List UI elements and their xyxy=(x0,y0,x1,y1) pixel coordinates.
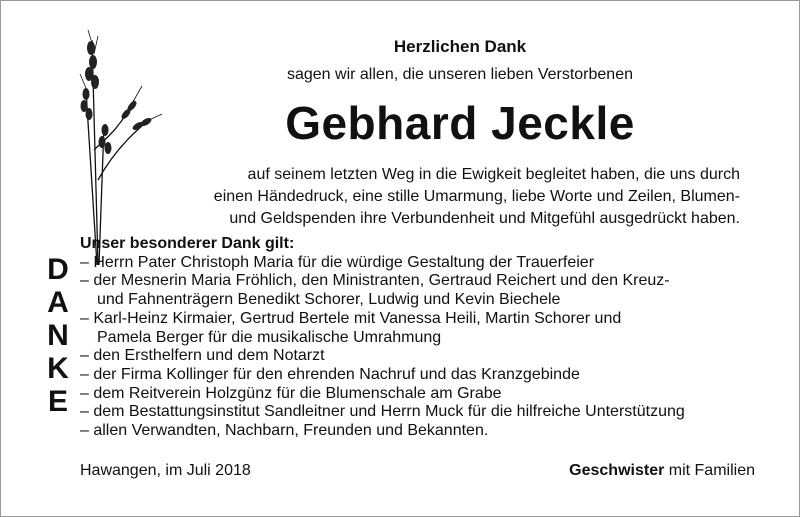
intro-text: sagen wir allen, die unseren lieben Verstorbenen xyxy=(286,66,633,83)
danke-letter: A xyxy=(47,286,69,319)
paragraph-line: auf seinem letzten Weg in die Ewigkeit begleitet haben, die uns durch xyxy=(247,166,740,183)
thanks-item-continued: und Fahnenträgern Benedikt Schorer, Ludwig und Kevin Biechele xyxy=(97,291,561,309)
thanks-item: – Karl-Heinz Kirmaier, Gertrud Bertele mit Vanessa Heili, Martin Schorer und xyxy=(80,309,622,327)
wheat-ears-icon xyxy=(64,30,164,270)
danke-letter: D xyxy=(47,253,69,286)
danke-letter: E xyxy=(47,385,68,418)
danke-letter: K xyxy=(47,352,69,385)
paragraph-line: und Geldspenden ihre Verbundenheit und Mitgefühl ausgedrückt haben. xyxy=(229,210,740,227)
gratitude-paragraph xyxy=(160,164,740,230)
thanks-item: – den Ersthelfern und dem Notarzt xyxy=(80,347,325,365)
thanks-item: – der Mesnerin Maria Fröhlich, den Ministranten, Gertraud Reichert und den Kreuz- xyxy=(80,272,670,290)
deceased-name: Gebhard Jeckle xyxy=(285,97,635,149)
thanks-item: – allen Verwandten, Nachbarn, Freunden und Bekannten. xyxy=(80,422,489,440)
thanks-list xyxy=(80,235,780,441)
place-date: Hawangen, im Juli 2018 xyxy=(80,462,251,479)
signature xyxy=(569,462,755,480)
thanks-item: – der Firma Kollinger für den ehrenden Nachruf und das Kranzgebinde xyxy=(80,365,580,383)
thanks-item: – Herrn Pater Christoph Maria für die würdige Gestaltung der Trauerfeier xyxy=(80,253,595,271)
signature-rest: mit Familien xyxy=(664,462,755,479)
danke-letter: N xyxy=(47,319,69,352)
thanks-lead: Unser besonderer Dank gilt: xyxy=(80,235,295,252)
paragraph-line: einen Händedruck, eine stille Umarmung, liebe Worte und Zeilen, Blumen- xyxy=(213,188,740,205)
heading: Herzlichen Dank xyxy=(393,37,527,56)
danke-vertical xyxy=(40,253,76,418)
thanks-item: – dem Bestattungsinstitut Sandleitner und Herrn Muck für die hilfreiche Unterstützung xyxy=(80,403,685,421)
signature-bold: Geschwister xyxy=(569,462,665,479)
thanks-item: – dem Reitverein Holzgünz für die Blumenschale am Grabe xyxy=(80,384,502,402)
thanks-item-continued: Pamela Berger für die musikalische Umrahmung xyxy=(97,328,442,346)
